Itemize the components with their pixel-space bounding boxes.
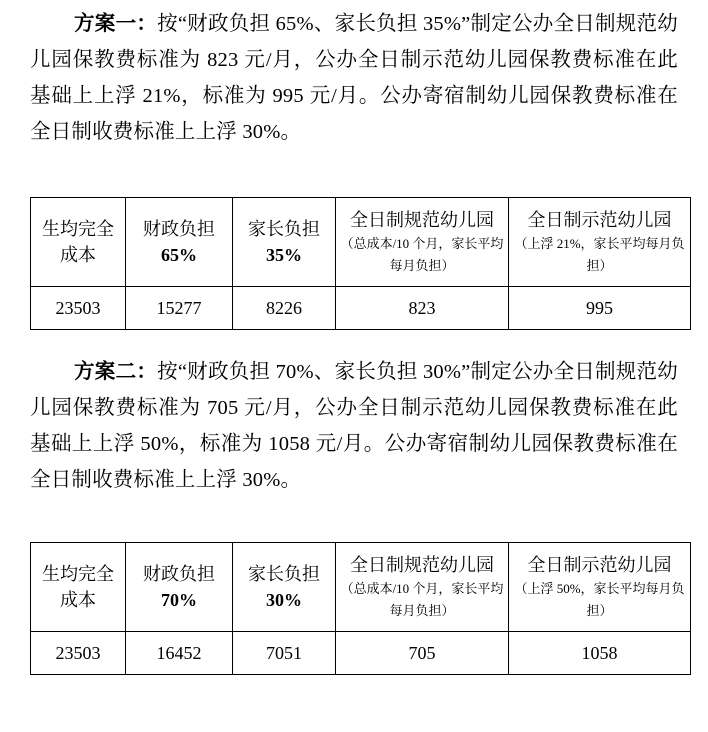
paragraph-plan-one xyxy=(30,6,678,150)
value-parent-share: 8226 xyxy=(233,287,336,330)
header-line-1: 家长负担 xyxy=(248,564,320,584)
header-line-1: 生均完全 xyxy=(42,219,114,239)
table-value-row xyxy=(31,632,691,675)
value-model-kindergarten: 1058 xyxy=(509,632,691,675)
header-note: （总成本/10 个月，家长平均每月负担） xyxy=(340,236,504,273)
header-line-1: 财政负担 xyxy=(143,219,215,239)
header-cell-government-share xyxy=(126,198,233,287)
plan-one-body: 按“财政负担 65%、家长负担 35%”制定公办全日制规范幼儿园保教费标准为 823 元/月，公办全日制示范幼儿园保教费标准在此基础上上浮 21%，标准为 995 元/月。公办寄宿制幼儿园保教费标准在全日制收费标准上上浮 30%。 xyxy=(30,13,678,143)
header-note: （上浮 21%，家长平均每月负担） xyxy=(514,236,685,273)
header-line-1: 全日制规范幼儿园 xyxy=(350,210,494,230)
header-note: （总成本/10 个月，家长平均每月负担） xyxy=(340,581,504,618)
value-government-share: 15277 xyxy=(126,287,233,330)
header-line-2: 成本 xyxy=(60,245,96,265)
table-header-row xyxy=(31,543,691,632)
header-line-1: 全日制示范幼儿园 xyxy=(527,210,672,230)
header-cell-average-cost xyxy=(31,543,126,632)
header-cell-average-cost xyxy=(31,198,126,287)
value-average-cost: 23503 xyxy=(31,287,126,330)
plan-two-table-wrapper xyxy=(30,542,685,675)
header-percent: 65% xyxy=(161,245,197,265)
header-percent: 35% xyxy=(266,245,302,265)
value-government-share: 16452 xyxy=(126,632,233,675)
value-parent-share: 7051 xyxy=(233,632,336,675)
header-cell-standard-kindergarten xyxy=(336,543,509,632)
header-cell-parent-share xyxy=(233,198,336,287)
plan-two-cost-table xyxy=(30,542,691,675)
paragraph-plan-two xyxy=(30,354,678,498)
header-percent: 30% xyxy=(266,590,302,610)
plan-two-heading: 方案二： xyxy=(74,361,158,383)
plan-one-table-wrapper xyxy=(30,197,685,330)
table-value-row xyxy=(31,287,691,330)
header-cell-model-kindergarten xyxy=(509,543,691,632)
header-line-2: 成本 xyxy=(60,590,96,610)
header-cell-parent-share xyxy=(233,543,336,632)
value-standard-kindergarten: 705 xyxy=(336,632,509,675)
header-line-1: 生均完全 xyxy=(42,564,114,584)
table-header-row xyxy=(31,198,691,287)
plan-one-heading: 方案一： xyxy=(74,13,158,35)
header-cell-standard-kindergarten xyxy=(336,198,509,287)
header-note: （上浮 50%，家长平均每月负担） xyxy=(514,581,685,618)
header-cell-government-share xyxy=(126,543,233,632)
header-percent: 70% xyxy=(161,590,197,610)
value-model-kindergarten: 995 xyxy=(509,287,691,330)
header-line-1: 财政负担 xyxy=(143,564,215,584)
header-line-1: 家长负担 xyxy=(248,219,320,239)
header-line-1: 全日制示范幼儿园 xyxy=(527,555,672,575)
plan-one-cost-table xyxy=(30,197,691,330)
header-cell-model-kindergarten xyxy=(509,198,691,287)
value-average-cost: 23503 xyxy=(31,632,126,675)
value-standard-kindergarten: 823 xyxy=(336,287,509,330)
header-line-1: 全日制规范幼儿园 xyxy=(350,555,494,575)
plan-two-body: 按“财政负担 70%、家长负担 30%”制定公办全日制规范幼儿园保教费标准为 705 元/月，公办全日制示范幼儿园保教费标准在此基础上上浮 50%，标准为 1058 元/月。公办寄宿制幼儿园保教费标准在全日制收费标准上上浮 30%。 xyxy=(30,361,678,491)
